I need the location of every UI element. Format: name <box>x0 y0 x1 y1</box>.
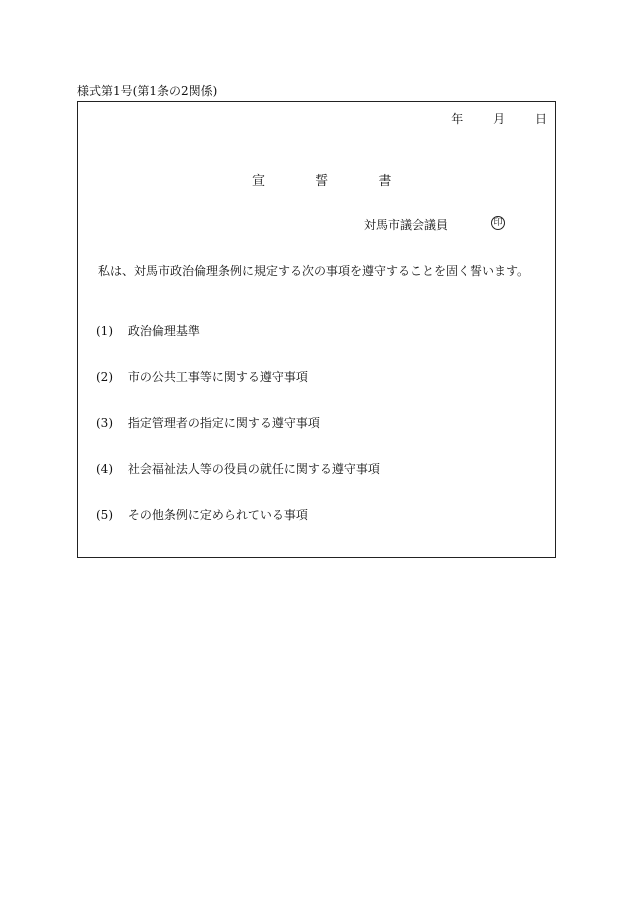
list-item <box>96 416 380 462</box>
item-text: その他条例に定められている事項 <box>127 508 308 522</box>
oath-items-list <box>96 324 380 554</box>
item-text: 社会福祉法人等の役員の就任に関する遵守事項 <box>127 462 380 476</box>
item-text: 政治倫理基準 <box>127 324 200 338</box>
item-number: (5) <box>96 508 113 522</box>
title-char-3: 書 <box>378 174 392 189</box>
item-number: (3) <box>96 416 113 430</box>
item-text: 市の公共工事等に関する遵守事項 <box>127 370 308 384</box>
item-number: (1) <box>96 324 113 338</box>
item-text: 指定管理者の指定に関する遵守事項 <box>127 416 320 430</box>
list-item <box>96 462 380 508</box>
title-char-1: 宣 <box>252 174 266 189</box>
date-row <box>451 112 547 126</box>
date-year: 年 <box>451 112 464 126</box>
date-day: 日 <box>534 112 547 126</box>
item-number: (2) <box>96 370 113 384</box>
list-item <box>96 508 380 554</box>
form-label: 様式第1号(第1条の2関係) <box>77 84 218 98</box>
list-item <box>96 324 380 370</box>
list-item <box>96 370 380 416</box>
item-number: (4) <box>96 462 113 476</box>
seal-mark: 印 <box>491 216 505 230</box>
signer-name: 対馬市議会議員 <box>364 218 449 232</box>
document-title <box>252 174 391 190</box>
date-month: 月 <box>493 112 506 126</box>
oath-document-frame <box>77 101 556 558</box>
title-char-2: 誓 <box>315 174 329 189</box>
oath-statement: 私は、対馬市政治倫理条例に規定する次の事項を遵守することを固く誓います。 <box>98 264 530 278</box>
